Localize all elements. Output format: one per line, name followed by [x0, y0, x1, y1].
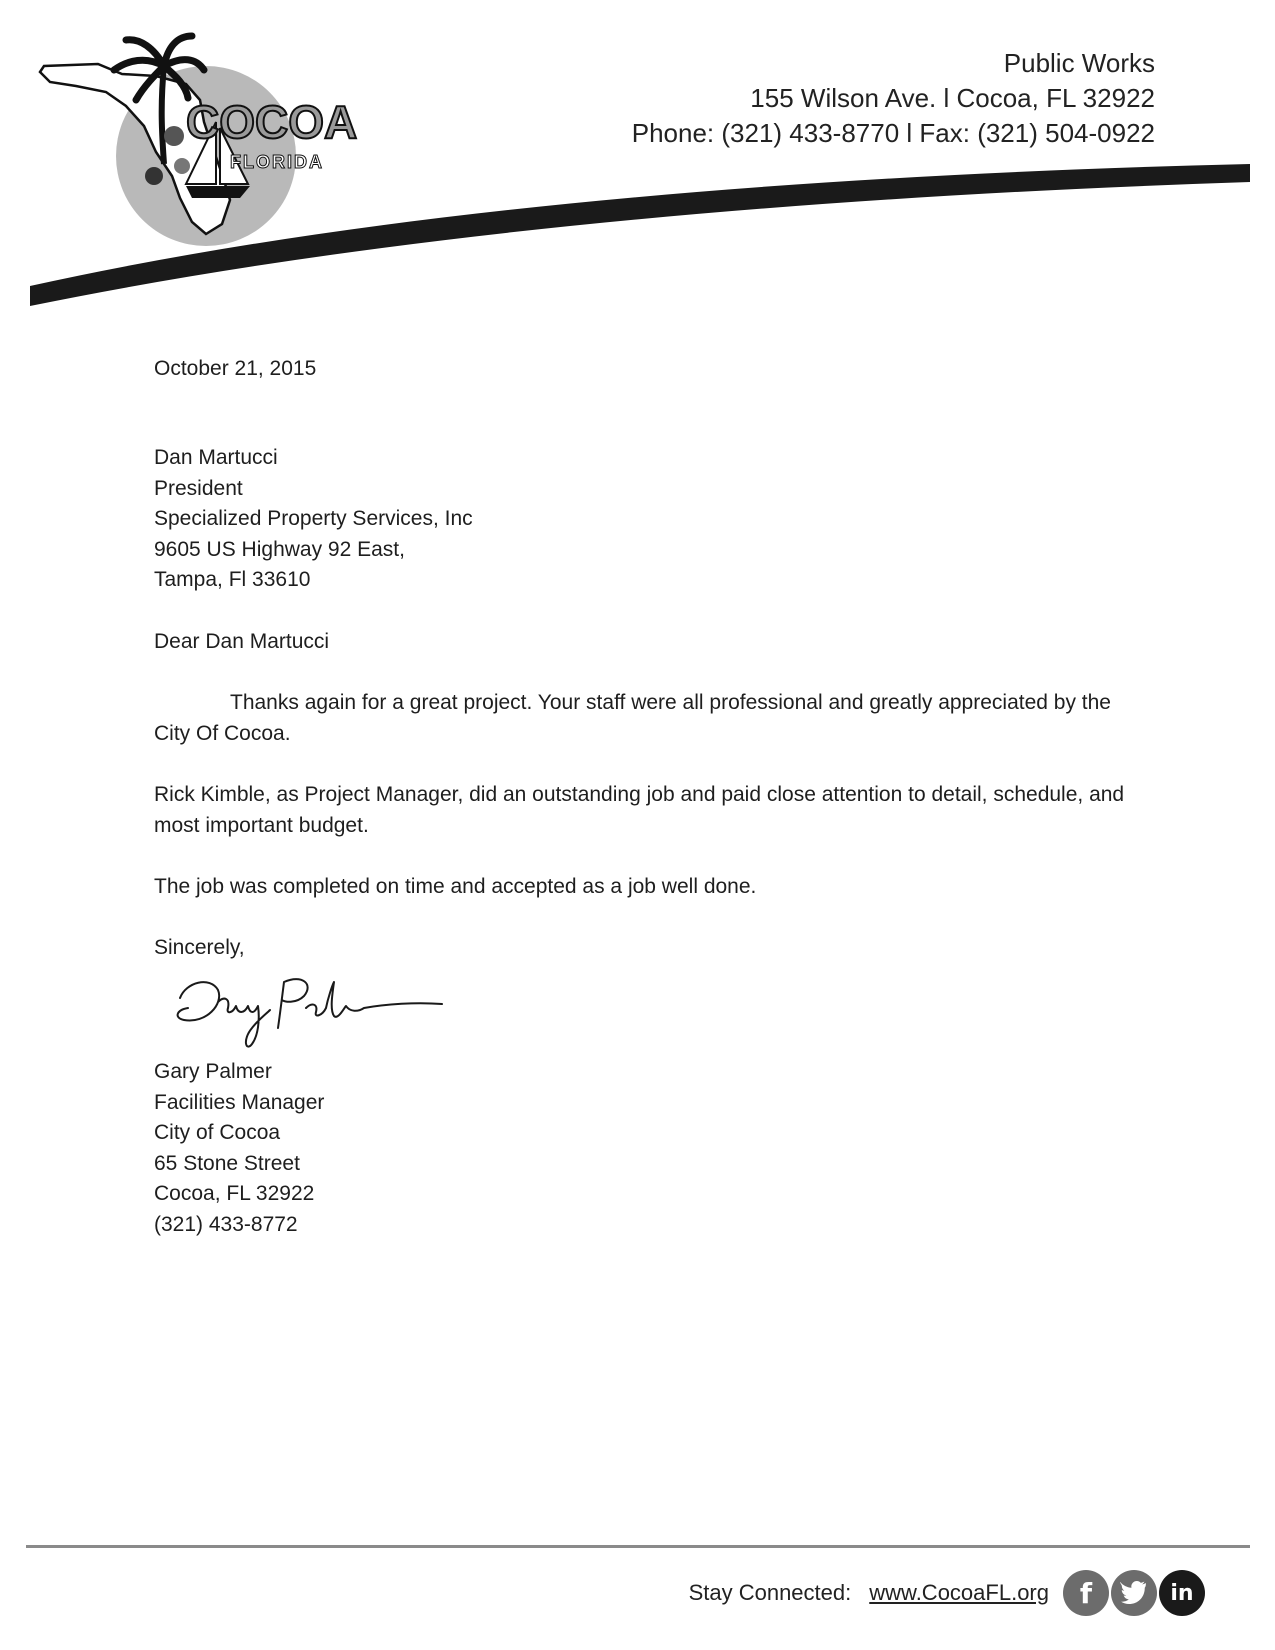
- department-address: 155 Wilson Ave. l Cocoa, FL 32922: [750, 83, 1155, 113]
- department-name: Public Works: [1003, 48, 1155, 78]
- signer-line: (321) 433-8772: [154, 1212, 298, 1236]
- twitter-icon[interactable]: [1111, 1570, 1157, 1616]
- letterhead-swoosh: [0, 150, 1275, 330]
- footer-label: Stay Connected:: [688, 1580, 852, 1605]
- signer-line: Gary Palmer: [154, 1060, 272, 1083]
- paragraph-line: most important budget.: [154, 813, 369, 837]
- paragraph-line: Rick Kimble, as Project Manager, did an outstanding job and paid close attention to detail, schedule, and: [154, 783, 1125, 806]
- recipient-line: Tampa, Fl 33610: [154, 568, 311, 591]
- footer: [689, 1566, 1205, 1620]
- letterhead: [632, 46, 1155, 151]
- salutation: Dear Dan Martucci: [154, 630, 330, 653]
- letter-date: October 21, 2015: [154, 357, 317, 380]
- recipient-line: President: [154, 476, 243, 500]
- linkedin-icon[interactable]: [1159, 1570, 1205, 1616]
- paragraph-line: City Of Cocoa.: [154, 721, 291, 745]
- recipient-address: [154, 443, 473, 596]
- flower-1: [164, 126, 184, 146]
- signer-block: [154, 1057, 324, 1240]
- recipient-line: Specialized Property Services, Inc: [154, 507, 473, 530]
- signer-line: 65 Stone Street: [154, 1151, 300, 1175]
- signer-line: Facilities Manager: [154, 1090, 325, 1114]
- body-paragraph-3: The job was completed on time and accepted as a job well done.: [154, 875, 757, 898]
- signer-line: Cocoa, FL 32922: [154, 1182, 315, 1205]
- recipient-line: 9605 US Highway 92 East,: [154, 537, 405, 561]
- twitter-bird-glyph: [1120, 1581, 1148, 1605]
- facebook-glyph: f: [1079, 1576, 1093, 1610]
- letter-closing: Sincerely,: [154, 936, 245, 959]
- signer-line: City of Cocoa: [154, 1121, 281, 1144]
- department-contact: Phone: (321) 433-8770 l Fax: (321) 504-0922: [631, 118, 1155, 148]
- body-paragraph-1: [154, 688, 1204, 749]
- linkedin-glyph: in: [1170, 1580, 1194, 1606]
- website-link[interactable]: www.CocoaFL.org: [869, 1580, 1049, 1605]
- logo-wordmark: COCOA: [186, 96, 358, 148]
- paragraph-line: Thanks again for a great project. Your staff were all professional and greatly appreciated by the: [230, 691, 1111, 714]
- handwritten-signature: [166, 962, 446, 1054]
- logo-subtitle: FLORIDA: [230, 152, 324, 172]
- footer-divider: [26, 1545, 1250, 1548]
- body-paragraph-2: [154, 780, 1204, 841]
- recipient-line: Dan Martucci: [154, 446, 278, 469]
- facebook-icon[interactable]: [1063, 1570, 1109, 1616]
